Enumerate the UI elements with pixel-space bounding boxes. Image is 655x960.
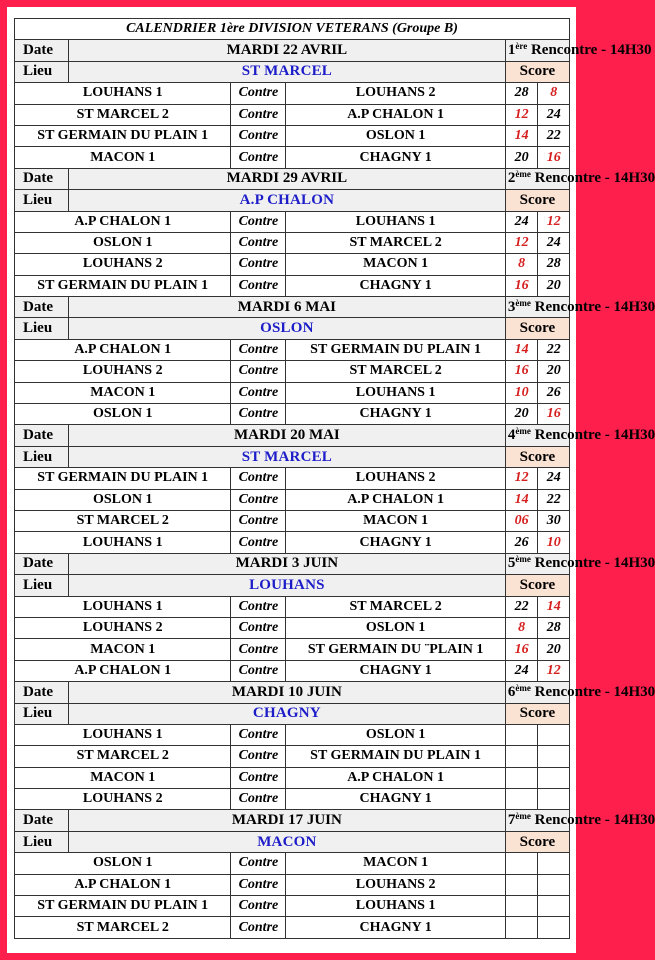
venue-name: A.P CHALON	[68, 190, 505, 211]
home-score	[505, 874, 538, 895]
away-score: 22	[538, 339, 570, 360]
match-row	[15, 382, 570, 403]
match-row	[15, 767, 570, 788]
score-header: Score	[505, 703, 569, 724]
score-header: Score	[505, 446, 569, 467]
versus-label: Contre	[231, 767, 286, 788]
home-score: 20	[505, 147, 538, 168]
home-team: ST MARCEL 2	[15, 746, 231, 767]
home-score: 14	[505, 125, 538, 146]
away-team: ST GERMAIN DU PLAIN 1	[286, 339, 506, 360]
home-score: 12	[505, 468, 538, 489]
home-team: LOUHANS 1	[15, 724, 231, 745]
away-score: 22	[538, 125, 570, 146]
venue-name: MACON	[68, 831, 505, 852]
match-row	[15, 404, 570, 425]
match-row	[15, 468, 570, 489]
match-row	[15, 724, 570, 745]
away-team: ST GERMAIN DU ¨PLAIN 1	[286, 639, 506, 660]
home-score: 14	[505, 339, 538, 360]
away-team: ST MARCEL 2	[286, 232, 506, 253]
away-score: 16	[538, 404, 570, 425]
home-team: ST MARCEL 2	[15, 104, 231, 125]
venue-name: LOUHANS	[68, 575, 505, 596]
match-row	[15, 853, 570, 874]
home-team: LOUHANS 1	[15, 596, 231, 617]
home-team: ST GERMAIN DU PLAIN 1	[15, 468, 231, 489]
round-date-row	[15, 168, 570, 189]
match-row	[15, 125, 570, 146]
home-team: A.P CHALON 1	[15, 211, 231, 232]
versus-label: Contre	[231, 404, 286, 425]
home-score	[505, 789, 538, 810]
round-number: 1	[507, 42, 516, 59]
versus-label: Contre	[231, 660, 286, 681]
home-team: LOUHANS 2	[15, 254, 231, 275]
round-lieu-row	[15, 703, 570, 724]
lieu-label: Lieu	[15, 446, 69, 467]
home-score: 16	[505, 275, 538, 296]
away-team: A.P CHALON 1	[286, 104, 506, 125]
round-date-row	[15, 682, 570, 703]
away-team: ST MARCEL 2	[286, 596, 506, 617]
match-row	[15, 83, 570, 104]
round-time: Rencontre - 14H30	[530, 298, 655, 315]
away-score: 20	[538, 361, 570, 382]
home-score: 24	[505, 660, 538, 681]
round-time: Rencontre - 14H30	[530, 170, 655, 187]
lieu-label: Lieu	[15, 61, 69, 82]
home-team: MACON 1	[15, 382, 231, 403]
round-number: 7	[507, 812, 516, 829]
versus-label: Contre	[231, 510, 286, 531]
match-row	[15, 211, 570, 232]
match-row	[15, 232, 570, 253]
match-row	[15, 104, 570, 125]
home-score: 8	[505, 617, 538, 638]
away-score: 16	[538, 147, 570, 168]
home-score	[505, 853, 538, 874]
match-row	[15, 489, 570, 510]
round-date-row	[15, 297, 570, 318]
round-rencontre	[505, 425, 655, 446]
home-team: LOUHANS 2	[15, 617, 231, 638]
home-team: MACON 1	[15, 639, 231, 660]
home-score: 14	[505, 489, 538, 510]
away-score: 20	[538, 275, 570, 296]
venue-name: OSLON	[68, 318, 505, 339]
away-score	[538, 789, 570, 810]
round-number-suffix: ème	[515, 682, 531, 693]
away-team: CHAGNY 1	[286, 275, 506, 296]
date-label: Date	[15, 682, 69, 703]
match-row	[15, 254, 570, 275]
away-team: CHAGNY 1	[286, 789, 506, 810]
round-number: 2	[507, 170, 516, 187]
page-frame	[7, 7, 655, 953]
away-team: OSLON 1	[286, 724, 506, 745]
round-rencontre	[505, 40, 652, 61]
away-score: 26	[538, 382, 570, 403]
versus-label: Contre	[231, 489, 286, 510]
away-score	[538, 917, 570, 938]
versus-label: Contre	[231, 339, 286, 360]
home-team: LOUHANS 1	[15, 83, 231, 104]
away-team: LOUHANS 2	[286, 874, 506, 895]
away-score: 8	[538, 83, 570, 104]
match-row	[15, 510, 570, 531]
away-team: CHAGNY 1	[286, 917, 506, 938]
round-date-row	[15, 425, 570, 446]
round-date-row	[15, 810, 570, 831]
home-team: LOUHANS 1	[15, 532, 231, 553]
versus-label: Contre	[231, 639, 286, 660]
away-score: 28	[538, 617, 570, 638]
round-lieu-row	[15, 831, 570, 852]
away-score	[538, 853, 570, 874]
score-header: Score	[505, 190, 569, 211]
date-label: Date	[15, 40, 69, 61]
versus-label: Contre	[231, 382, 286, 403]
versus-label: Contre	[231, 789, 286, 810]
home-score	[505, 746, 538, 767]
match-row	[15, 532, 570, 553]
date-label: Date	[15, 810, 69, 831]
away-team: A.P CHALON 1	[286, 767, 506, 788]
away-score	[538, 874, 570, 895]
away-score: 24	[538, 232, 570, 253]
round-lieu-row	[15, 61, 570, 82]
away-team: MACON 1	[286, 853, 506, 874]
round-time: Rencontre - 14H30	[527, 42, 652, 59]
home-score: 24	[505, 211, 538, 232]
home-score: 16	[505, 361, 538, 382]
away-score: 20	[538, 639, 570, 660]
date-label: Date	[15, 425, 69, 446]
home-team: OSLON 1	[15, 853, 231, 874]
versus-label: Contre	[231, 468, 286, 489]
home-team: ST GERMAIN DU PLAIN 1	[15, 125, 231, 146]
away-team: LOUHANS 1	[286, 896, 506, 917]
home-team: MACON 1	[15, 767, 231, 788]
round-number-suffix: ème	[515, 811, 531, 822]
round-lieu-row	[15, 318, 570, 339]
match-row	[15, 660, 570, 681]
round-number: 5	[507, 555, 516, 572]
date-label: Date	[15, 553, 69, 574]
round-number-suffix: ère	[515, 41, 528, 52]
versus-label: Contre	[231, 104, 286, 125]
away-score: 24	[538, 468, 570, 489]
versus-label: Contre	[231, 232, 286, 253]
versus-label: Contre	[231, 853, 286, 874]
home-team: ST GERMAIN DU PLAIN 1	[15, 275, 231, 296]
lieu-label: Lieu	[15, 703, 69, 724]
away-team: LOUHANS 1	[286, 382, 506, 403]
away-team: ST MARCEL 2	[286, 361, 506, 382]
versus-label: Contre	[231, 275, 286, 296]
home-score	[505, 896, 538, 917]
match-row	[15, 917, 570, 938]
versus-label: Contre	[231, 125, 286, 146]
versus-label: Contre	[231, 617, 286, 638]
home-score: 12	[505, 232, 538, 253]
versus-label: Contre	[231, 211, 286, 232]
round-rencontre	[505, 682, 655, 703]
home-score: 26	[505, 532, 538, 553]
away-team: CHAGNY 1	[286, 660, 506, 681]
round-date: MARDI 17 JUIN	[68, 810, 505, 831]
away-score: 12	[538, 211, 570, 232]
round-rencontre	[505, 553, 655, 574]
round-number-suffix: ème	[515, 554, 531, 565]
versus-label: Contre	[231, 746, 286, 767]
round-date: MARDI 20 MAI	[68, 425, 505, 446]
match-row	[15, 339, 570, 360]
away-team: MACON 1	[286, 510, 506, 531]
home-team: LOUHANS 2	[15, 361, 231, 382]
home-team: OSLON 1	[15, 232, 231, 253]
home-score: 8	[505, 254, 538, 275]
round-lieu-row	[15, 446, 570, 467]
match-row	[15, 147, 570, 168]
versus-label: Contre	[231, 147, 286, 168]
away-team: OSLON 1	[286, 125, 506, 146]
round-time: Rencontre - 14H30	[530, 812, 655, 829]
date-label: Date	[15, 168, 69, 189]
home-score: 22	[505, 596, 538, 617]
home-team: A.P CHALON 1	[15, 339, 231, 360]
home-team: ST GERMAIN DU PLAIN 1	[15, 896, 231, 917]
round-number: 3	[507, 298, 516, 315]
away-score	[538, 767, 570, 788]
home-score	[505, 767, 538, 788]
round-lieu-row	[15, 575, 570, 596]
match-row	[15, 639, 570, 660]
away-team: LOUHANS 2	[286, 83, 506, 104]
score-header: Score	[505, 318, 569, 339]
round-rencontre	[505, 810, 655, 831]
round-number-suffix: ème	[515, 426, 531, 437]
home-team: A.P CHALON 1	[15, 874, 231, 895]
versus-label: Contre	[231, 254, 286, 275]
round-rencontre	[505, 297, 655, 318]
match-row	[15, 361, 570, 382]
round-date: MARDI 6 MAI	[68, 297, 505, 318]
score-header: Score	[505, 61, 569, 82]
away-score	[538, 896, 570, 917]
round-date-row	[15, 553, 570, 574]
calendar-title: CALENDRIER 1ère DIVISION VETERANS (Groupe B)	[15, 19, 570, 40]
away-team: CHAGNY 1	[286, 532, 506, 553]
home-score	[505, 917, 538, 938]
home-team: ST MARCEL 2	[15, 510, 231, 531]
date-label: Date	[15, 297, 69, 318]
away-score: 28	[538, 254, 570, 275]
match-row	[15, 275, 570, 296]
versus-label: Contre	[231, 532, 286, 553]
round-time: Rencontre - 14H30	[530, 427, 655, 444]
away-score: 24	[538, 104, 570, 125]
round-time: Rencontre - 14H30	[530, 555, 655, 572]
match-row	[15, 746, 570, 767]
lieu-label: Lieu	[15, 190, 69, 211]
home-team: LOUHANS 2	[15, 789, 231, 810]
match-row	[15, 896, 570, 917]
round-time: Rencontre - 14H30	[530, 683, 655, 700]
round-date: MARDI 29 AVRIL	[68, 168, 505, 189]
away-team: LOUHANS 1	[286, 211, 506, 232]
away-score: 14	[538, 596, 570, 617]
round-date: MARDI 3 JUIN	[68, 553, 505, 574]
versus-label: Contre	[231, 874, 286, 895]
versus-label: Contre	[231, 83, 286, 104]
round-number-suffix: ème	[515, 169, 531, 180]
round-lieu-row	[15, 190, 570, 211]
home-score: 16	[505, 639, 538, 660]
round-number-suffix: ème	[515, 297, 531, 308]
round-date: MARDI 22 AVRIL	[68, 40, 505, 61]
home-score: 12	[505, 104, 538, 125]
lieu-label: Lieu	[15, 575, 69, 596]
round-date-row	[15, 40, 570, 61]
away-score: 12	[538, 660, 570, 681]
home-team: MACON 1	[15, 147, 231, 168]
match-row	[15, 789, 570, 810]
home-score	[505, 724, 538, 745]
home-team: OSLON 1	[15, 404, 231, 425]
match-row	[15, 874, 570, 895]
score-header: Score	[505, 575, 569, 596]
away-team: CHAGNY 1	[286, 147, 506, 168]
round-number: 4	[507, 427, 516, 444]
home-score: 28	[505, 83, 538, 104]
away-team: CHAGNY 1	[286, 404, 506, 425]
away-score: 30	[538, 510, 570, 531]
away-team: OSLON 1	[286, 617, 506, 638]
home-score: 10	[505, 382, 538, 403]
versus-label: Contre	[231, 361, 286, 382]
home-team: ST MARCEL 2	[15, 917, 231, 938]
versus-label: Contre	[231, 896, 286, 917]
versus-label: Contre	[231, 724, 286, 745]
away-team: A.P CHALON 1	[286, 489, 506, 510]
round-date: MARDI 10 JUIN	[68, 682, 505, 703]
home-score: 06	[505, 510, 538, 531]
home-team: A.P CHALON 1	[15, 660, 231, 681]
home-score: 20	[505, 404, 538, 425]
venue-name: ST MARCEL	[68, 61, 505, 82]
away-score: 10	[538, 532, 570, 553]
versus-label: Contre	[231, 596, 286, 617]
round-rencontre	[505, 168, 655, 189]
venue-name: ST MARCEL	[68, 446, 505, 467]
away-score	[538, 724, 570, 745]
away-score: 22	[538, 489, 570, 510]
round-number: 6	[507, 683, 516, 700]
home-team: OSLON 1	[15, 489, 231, 510]
away-score	[538, 746, 570, 767]
away-team: LOUHANS 2	[286, 468, 506, 489]
score-header: Score	[505, 831, 569, 852]
venue-name: CHAGNY	[68, 703, 505, 724]
match-row	[15, 617, 570, 638]
calendar-table	[14, 18, 655, 939]
match-row	[15, 596, 570, 617]
versus-label: Contre	[231, 917, 286, 938]
away-team: MACON 1	[286, 254, 506, 275]
lieu-label: Lieu	[15, 318, 69, 339]
away-team: ST GERMAIN DU PLAIN 1	[286, 746, 506, 767]
lieu-label: Lieu	[15, 831, 69, 852]
